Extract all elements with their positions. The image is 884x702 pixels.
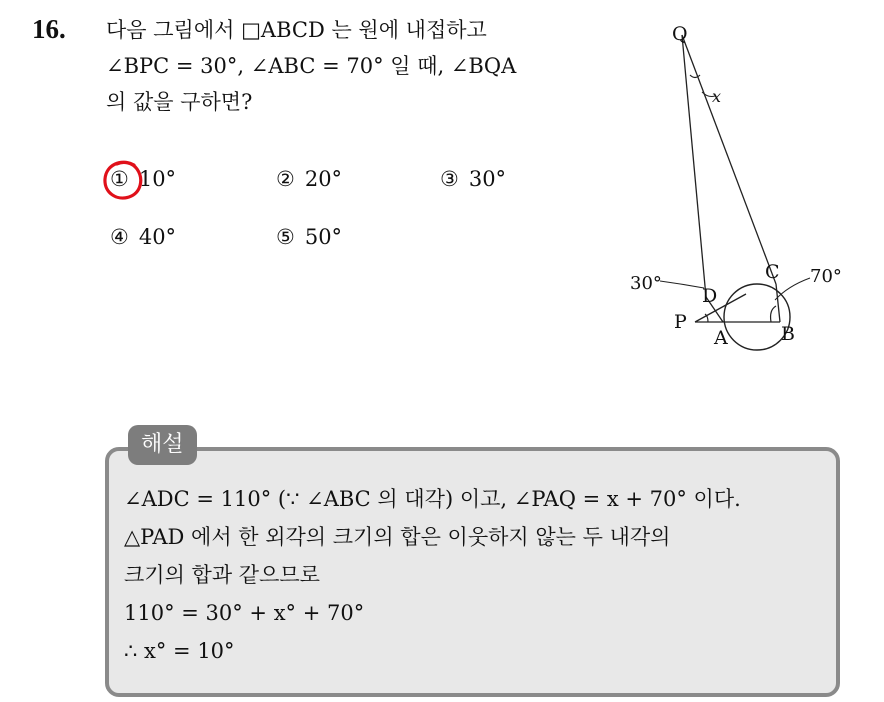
choice-text: 10° — [138, 167, 177, 191]
label-d: D — [702, 285, 718, 307]
solution-line: △PAD 에서 한 외각의 크기의 합은 이웃하지 않는 두 내각의 — [124, 525, 671, 549]
choice-4[interactable] — [110, 225, 176, 249]
question-line: 다음 그림에서 □ABCD 는 원에 내접하고 — [106, 18, 487, 42]
choice-number: ① — [110, 167, 129, 191]
answer-circle-mark — [101, 157, 146, 202]
angle-arc-b — [771, 306, 776, 322]
choice-text: 50° — [304, 225, 343, 249]
label-a: A — [714, 327, 728, 349]
choice-number: ④ — [110, 225, 129, 249]
choice-number: ② — [276, 167, 295, 191]
choice-number: ③ — [440, 167, 459, 191]
choice-text: 40° — [138, 225, 177, 249]
question-line: ∠BPC = 30°, ∠ABC = 70° 일 때, ∠BQA — [106, 54, 517, 78]
label-30: 30° — [630, 273, 662, 294]
question-text — [106, 12, 626, 120]
label-b: B — [781, 323, 795, 345]
solution-line: 110° = 30° + x° + 70° — [124, 601, 365, 625]
solution-line: ∠ADC = 110° (∵ ∠ABC 의 대각) 이고, ∠PAQ = x + 70° 이다. — [124, 487, 741, 511]
choice-text: 20° — [304, 167, 343, 191]
label-p: P — [674, 311, 687, 333]
choice-2[interactable] — [276, 167, 342, 191]
question-number: 16. — [32, 14, 66, 44]
choice-number: ⑤ — [276, 225, 295, 249]
geometry-figure — [620, 20, 880, 360]
pointer-70 — [775, 278, 810, 300]
label-x: x — [712, 87, 722, 106]
solution-tag: 해설 — [128, 425, 197, 465]
line-qd — [682, 35, 706, 297]
label-q: Q — [672, 23, 688, 45]
solution-text — [124, 480, 834, 670]
label-c: C — [765, 261, 780, 283]
choice-3[interactable] — [440, 167, 506, 191]
label-70: 70° — [810, 266, 842, 287]
line-cb — [776, 284, 780, 322]
line-qc — [682, 35, 776, 284]
choice-text: 30° — [468, 167, 507, 191]
solution-line: ∴ x° = 10° — [124, 639, 235, 663]
choice-5[interactable] — [276, 225, 342, 249]
question-line: 의 값을 구하면? — [106, 90, 253, 114]
solution-line: 크기의 합과 같으므로 — [124, 563, 320, 587]
pointer-30 — [660, 281, 704, 288]
